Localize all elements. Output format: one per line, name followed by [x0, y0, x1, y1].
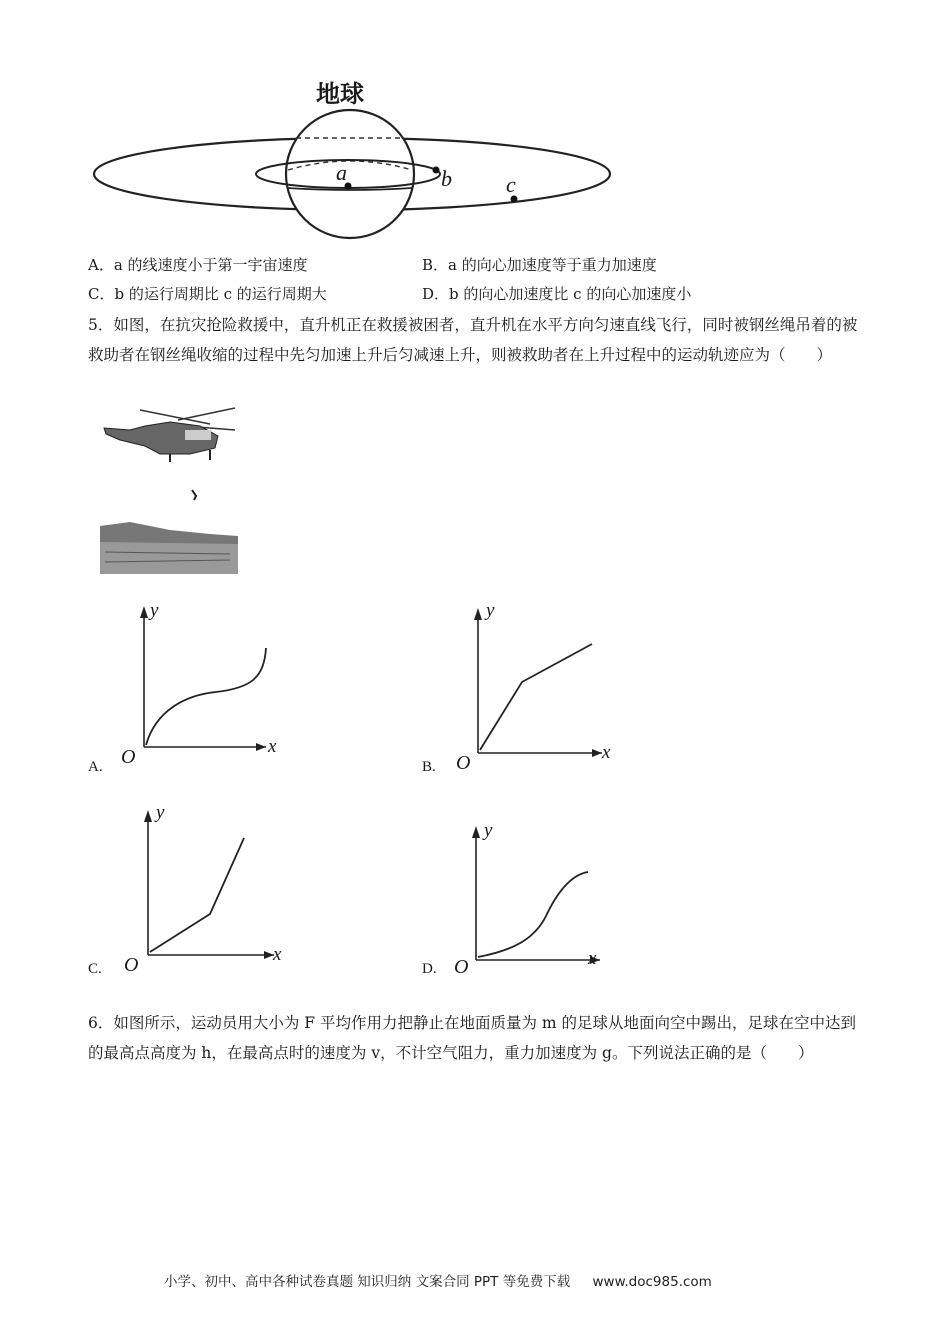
graph-a-origin: O [121, 746, 136, 768]
graph-c-label: C. [88, 961, 102, 977]
graph-b-origin: O [456, 752, 471, 774]
graph-b-label: B. [422, 759, 436, 775]
graph-d-x: x [588, 948, 597, 969]
graph-c-origin: O [124, 954, 139, 976]
earth-title: 地球 [316, 80, 364, 108]
point-a-label: a [336, 160, 347, 185]
q4-option-c: C．b 的运行周期比 c 的运行周期大 [88, 285, 327, 303]
graph-a-y: y [150, 600, 159, 621]
graph-a-label: A. [88, 759, 103, 775]
graph-c-y: y [156, 802, 165, 823]
footer-site-link[interactable]: www.doc985.com [592, 1274, 712, 1290]
q4-option-a: A．a 的线速度小于第一宇宙速度 [88, 256, 308, 274]
q5-stem: 5．如图，在抗灾抢险救援中，直升机正在救援被困者，直升机在水平方向匀速直线飞行，同时被钢丝绳吊着的被救助者在钢丝绳收缩的过程中先匀加速上升后匀减速上升，则被救助者在上升过程中的运动轨迹应为（ ） [88, 316, 858, 364]
point-b-label: b [441, 166, 452, 191]
footer [164, 1270, 712, 1290]
footer-text: 小学、初中、高中各种试卷真题 知识归纳 文案合同 PPT 等免费下载 [164, 1274, 571, 1290]
graph-a-x: x [268, 736, 277, 757]
graph-a [86, 600, 286, 780]
point-c-label: c [506, 172, 516, 197]
graph-b [420, 600, 620, 780]
graph-b-x: x [602, 742, 611, 763]
q4-option-b: B．a 的向心加速度等于重力加速度 [422, 256, 657, 274]
helicopter-image [100, 402, 240, 582]
q6-stem: 6．如图所示，运动员用大小为 F 平均作用力把静止在地面质量为 m 的足球从地面向空中踢出，足球在空中达到的最高点高度为 h，在最高点时的速度为 v，不计空气阻力，重力加速度为 g。下列说法正确的是（ ） [88, 1014, 857, 1062]
graph-b-y: y [486, 600, 495, 621]
graph-d-origin: O [454, 956, 469, 978]
graph-d-y: y [484, 820, 493, 841]
graph-c-x: x [273, 944, 282, 965]
graph-c [86, 800, 296, 980]
q4-option-d: D．b 的向心加速度比 c 的向心加速度小 [422, 285, 692, 303]
graph-d-label: D. [422, 961, 437, 977]
